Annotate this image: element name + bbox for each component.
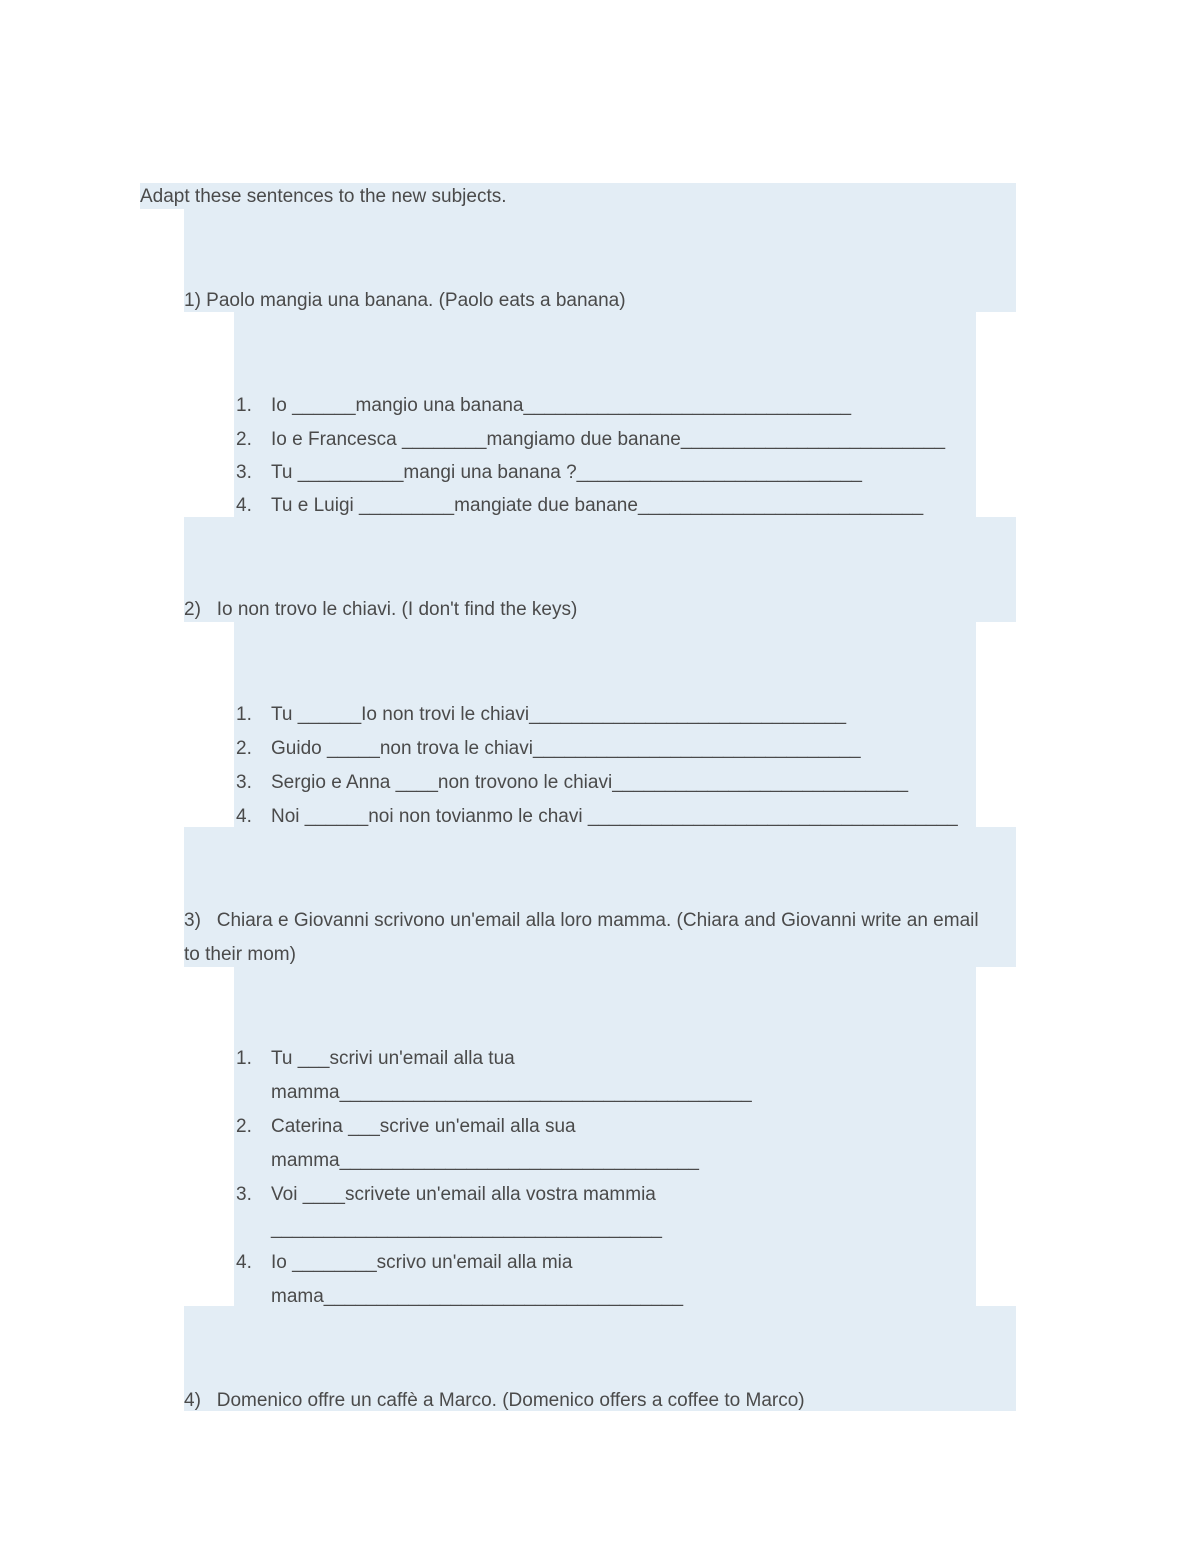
exercise-item-continued: mamma_______________________________________	[271, 1082, 752, 1103]
item-number: 1.	[236, 395, 252, 416]
exercise-item: Tu ______Io non trovi le chiavi______________________________	[271, 704, 847, 725]
exercise-item: Noi ______noi non tovianmo le chavi ___________________________________	[271, 806, 958, 827]
exercise-item: Tu e Luigi _________mangiate due banane___________________________	[271, 495, 924, 516]
exercise-item: Caterina ___scrive un'email alla sua	[271, 1116, 576, 1137]
exercise-item-continued: mama__________________________________	[271, 1286, 684, 1307]
item-number: 4.	[236, 495, 252, 516]
item-number: 3.	[236, 462, 252, 483]
exercise-item: Io e Francesca ________mangiamo due banane_________________________	[271, 429, 946, 450]
section-heading-continued: to their mom)	[184, 944, 296, 965]
instruction-text: Adapt these sentences to the new subjects.	[140, 186, 507, 207]
section-heading: 3) Chiara e Giovanni scrivono un'email alla loro mamma. (Chiara and Giovanni write an email	[184, 910, 979, 931]
exercise-item: Tu ___scrivi un'email alla tua	[271, 1048, 515, 1069]
exercise-item-continued: mamma__________________________________	[271, 1150, 699, 1171]
exercise-item: Guido _____non trova le chiavi_______________________________	[271, 738, 861, 759]
section-heading: 4) Domenico offre un caffè a Marco. (Domenico offers a coffee to Marco)	[184, 1390, 805, 1411]
exercise-item: Tu __________mangi una banana ?___________________________	[271, 462, 862, 483]
exercise-item-continued: _____________________________________	[271, 1218, 662, 1239]
highlight-band	[184, 827, 1016, 967]
exercise-item: Io ______mangio una banana_______________________________	[271, 395, 852, 416]
item-number: 3.	[236, 1184, 252, 1205]
item-number: 4.	[236, 806, 252, 827]
item-number: 2.	[236, 1116, 252, 1137]
exercise-item: Sergio e Anna ____non trovono le chiavi____________________________	[271, 772, 909, 793]
item-number: 3.	[236, 772, 252, 793]
item-number: 1.	[236, 704, 252, 725]
exercise-item: Voi ____scrivete un'email alla vostra mammia	[271, 1184, 656, 1205]
item-number: 2.	[236, 738, 252, 759]
item-number: 4.	[236, 1252, 252, 1273]
exercise-item: Io ________scrivo un'email alla mia	[271, 1252, 573, 1273]
item-number: 2.	[236, 429, 252, 450]
section-heading: 2) Io non trovo le chiavi. (I don't find the keys)	[184, 599, 578, 620]
item-number: 1.	[236, 1048, 252, 1069]
section-heading: 1) Paolo mangia una banana. (Paolo eats a banana)	[184, 290, 626, 311]
